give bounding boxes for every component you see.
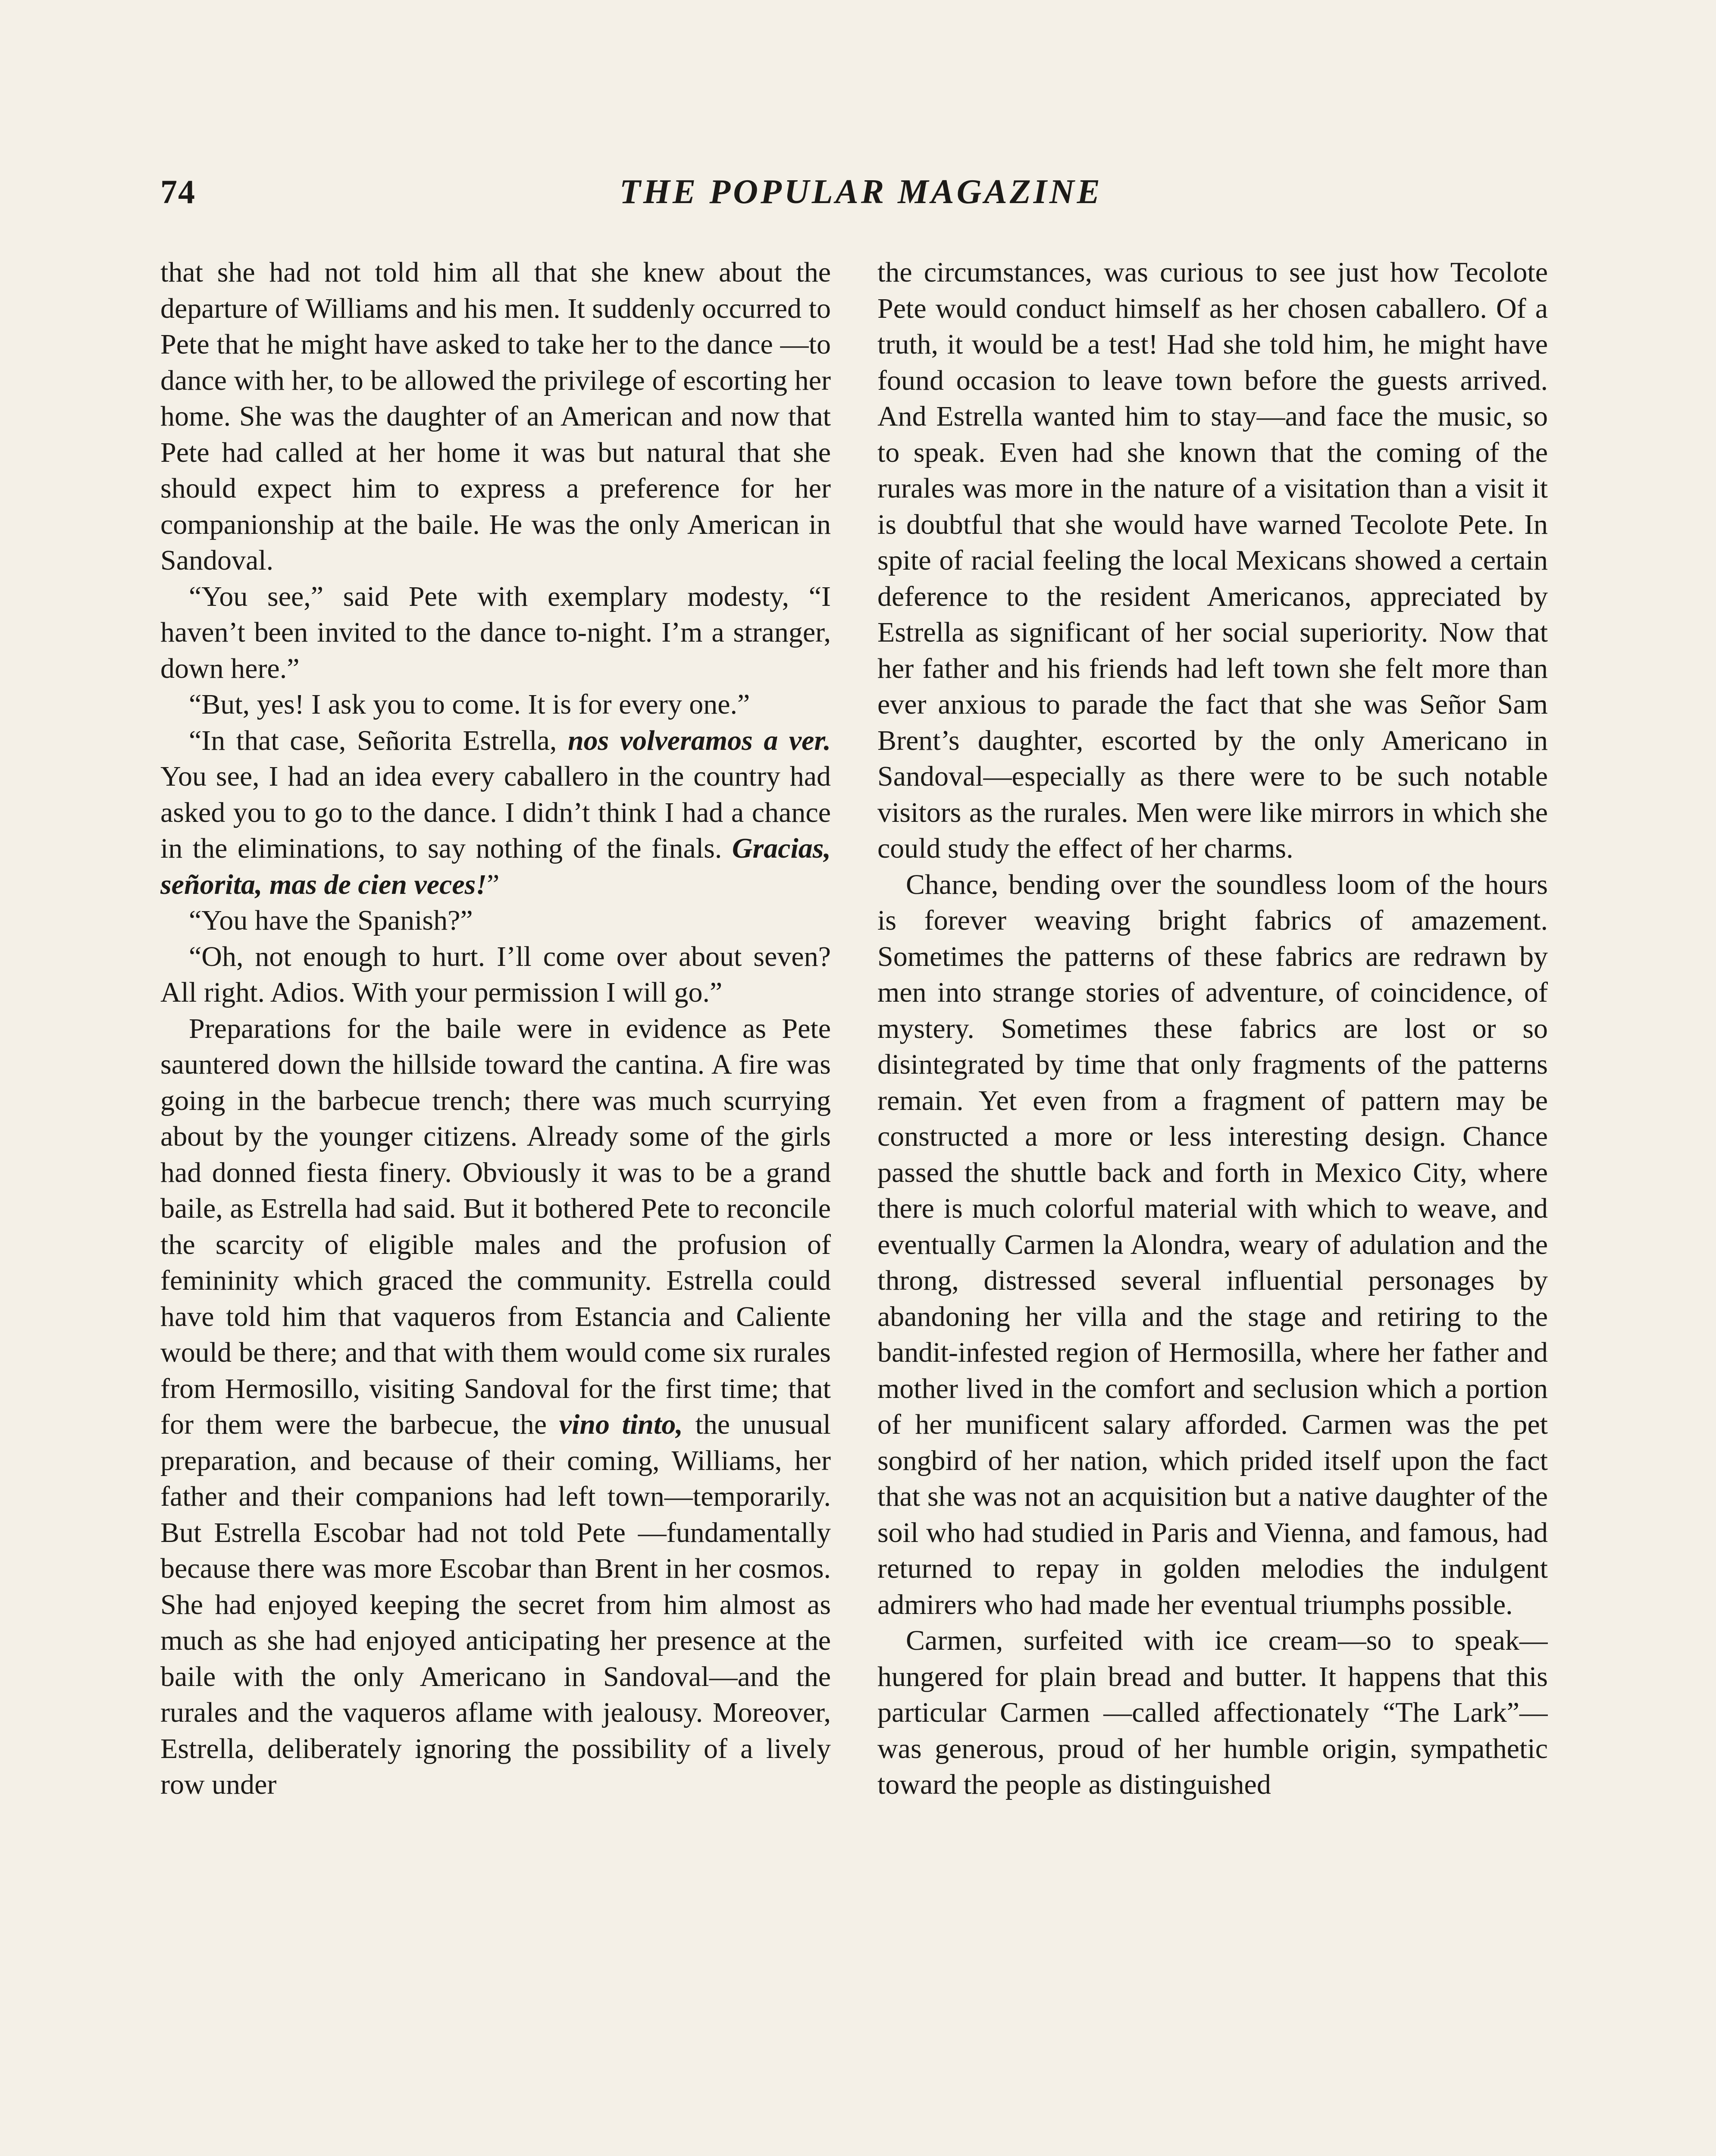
paragraph bbox=[877, 1623, 1548, 1803]
paragraph bbox=[160, 686, 831, 723]
paragraph bbox=[160, 254, 831, 579]
italic-phrase: Gracias, señorita, mas de cien veces! bbox=[160, 833, 831, 900]
text-run: the circumstances, was curious to see just how Tecolote Pete would conduct himself as her chosen caballero. Of a truth, it would be a test! Had she told him, he might have found occasion to leave town before the guests arrived. And Estrella wanted him to stay—and face the music, so to speak. Even had she known that the coming of the rurales was more in the nature of a visitation than a visit it is doubtful that she would have warned Tecolote Pete. In spite of racial feeling the local Mexicans showed a certain deference to the resident Americanos, appreciated by Estrella as significant of her social superiority. Now that her father and his friends had left town she felt more than ever anxious to parade the fact that she was Señor Sam Brent’s daughter, escorted by the only Americano in Sandoval—especially as there were to be such notable visitors as the rurales. Men were like mirrors in which she could study the effect of her charms. bbox=[877, 257, 1548, 864]
text-run: Preparations for the baile were in evidence as Pete sauntered down the hillside toward the cantina. A fire was going in the barbecue trench; there was much scurrying about by the younger citizens. Already some of the girls had donned fiesta finery. Obviously it was to be a grand baile, as Estrella had said. But it bothered Pete to reconcile the scarcity of eligible males and the profusion of femininity which graced the community. Estrella could have told him that vaqueros from Estancia and Caliente would be there; and that with them would come six rurales from Hermosillo, visiting Sandoval for the first time; that for them were the barbecue, the bbox=[160, 1012, 831, 1440]
paragraph bbox=[160, 1011, 831, 1803]
page-header bbox=[160, 172, 1562, 224]
text-run: Carmen, surfeited with ice cream—so to speak—hungered for plain bread and butter. It happens that this particular Carmen —called affectionately “The Lark”—was generous, proud of her humble origin, sympathetic toward the people as distinguished bbox=[877, 1625, 1548, 1800]
text-run: You see, I had an idea every caballero in the country had asked you to go to the dance. I didn’t think I had a chance in the eliminations, to say nothing of the finals. bbox=[160, 761, 831, 864]
text-run: “Oh, not enough to hurt. I’ll come over about seven? All right. Adios. With your permission I will go.” bbox=[160, 940, 831, 1008]
paragraph bbox=[877, 254, 1548, 867]
page-number: 74 bbox=[160, 173, 196, 210]
text-run: “In that case, Señorita Estrella, bbox=[189, 724, 568, 756]
paragraph bbox=[160, 723, 831, 903]
italic-phrase: nos volveramos a ver. bbox=[567, 724, 831, 756]
text-run: ” bbox=[487, 868, 500, 900]
text-run: “You see,” said Pete with exemplary modesty, “I haven’t been invited to the dance to-night. I’m a stranger, down here.” bbox=[160, 580, 831, 684]
paragraph bbox=[160, 903, 831, 939]
running-title: THE POPULAR MAGAZINE bbox=[619, 173, 1103, 211]
text-run: the unusual preparation, and because of their coming, Williams, her father and their companions had left town—temporarily. But Estrella Escobar had not told Pete —fundamentally because there was more Escobar than Brent in her cosmos. She had enjoyed keeping the secret from him almost as much as she had enjoyed anticipating her presence at the baile with the only Americano in Sandoval—and the rurales and the vaqueros aflame with jealousy. Moreover, Estrella, deliberately ignoring the possibility of a lively row under bbox=[160, 1409, 831, 1800]
italic-phrase: vino tinto, bbox=[559, 1409, 683, 1440]
text-run: that she had not told him all that she knew about the departure of Williams and his men. It suddenly occurred to Pete that he might have asked to take her to the dance —to dance with her, to be allowed the privilege of escorting her home. She was the daughter of an American and now that Pete had called at her home it was but natural that she should expect him to express a preference for her companionship at the baile. He was the only American in Sandoval. bbox=[160, 257, 831, 576]
left-text-column bbox=[160, 254, 831, 2156]
paragraph bbox=[160, 579, 831, 687]
text-run: “You have the Spanish?” bbox=[189, 905, 473, 936]
right-text-column bbox=[877, 254, 1548, 2156]
paragraph bbox=[160, 939, 831, 1011]
text-run: Chance, bending over the soundless loom of the hours is forever weaving bright fabrics of amazement. Sometimes the patterns of these fabrics are redrawn by men into strange stories of adventure, of coincidence, of mystery. Sometimes these fabrics are lost or so disintegrated by time that only fragments of the patterns remain. Yet even from a fragment of pattern may be constructed a more or less interesting design. Chance passed the shuttle back and forth in Mexico City, where there is much colorful material with which to weave, and eventually Carmen la Alondra, weary of adulation and the throng, distressed several influential personages by abandoning her villa and the stage and retiring to the bandit-infested region of Hermosilla, where her father and mother lived in the comfort and seclusion which a portion of her munificent salary afforded. Carmen was the pet songbird of her nation, which prided itself upon the fact that she was not an acquisition but a native daughter of the soil who had studied in Paris and Vienna, and famous, had returned to repay in golden melodies the indulgent admirers who had made her eventual triumphs possible. bbox=[877, 868, 1548, 1620]
text-run: “But, yes! I ask you to come. It is for every one.” bbox=[189, 689, 750, 720]
paragraph bbox=[877, 867, 1548, 1623]
